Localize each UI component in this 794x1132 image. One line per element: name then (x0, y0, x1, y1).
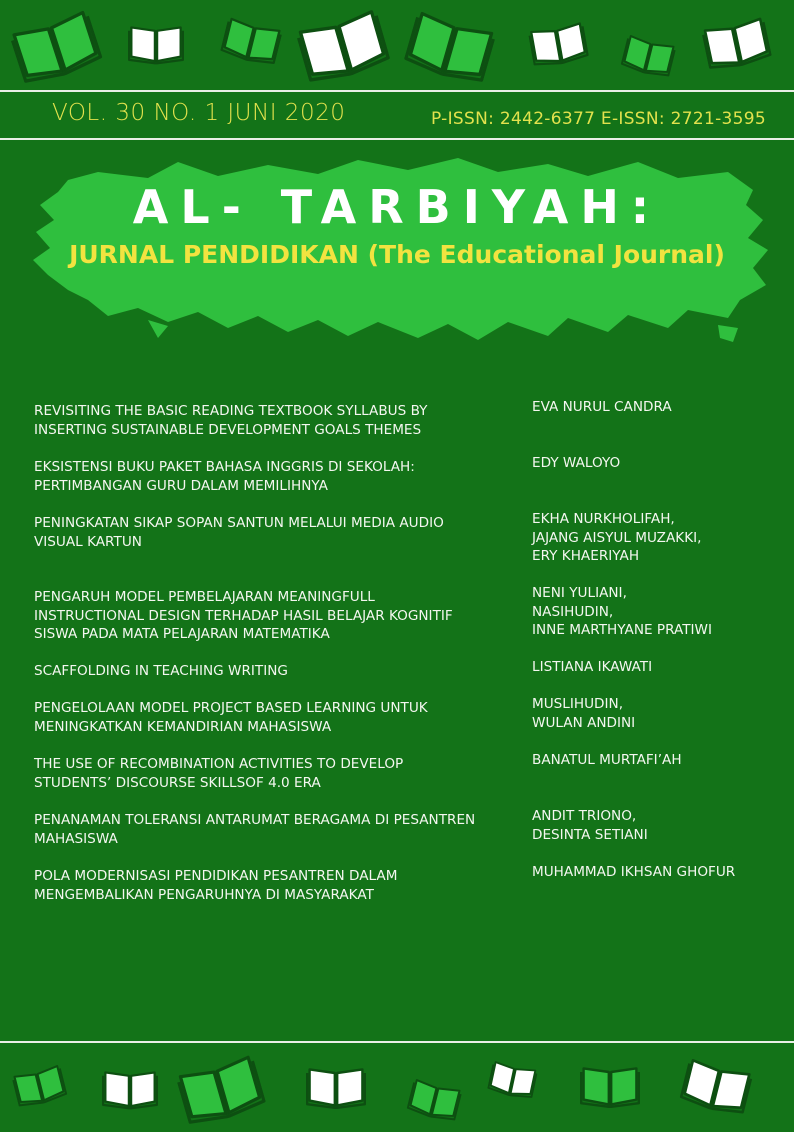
article-title: SCAFFOLDING IN TEACHING WRITING (34, 663, 288, 679)
open-book-icon (128, 16, 184, 68)
article-title: POLA MODERNISASI PENDIDIKAN PESANTREN DALAM MENGEMBALIKAN PENGARUHNYA DI MASYARAKAT (34, 868, 398, 903)
open-book-icon (699, 6, 774, 76)
open-book-icon (405, 1071, 464, 1126)
open-book-icon (9, 1057, 68, 1112)
bottom-divider (0, 1041, 794, 1043)
article-authors: NENI YULIANI, NASIHUDIN, INNE MARTHYANE PRATIWI (532, 585, 712, 638)
article-authors: EKHA NURKHOLIFAH, JAJANG AISYUL MUZAKKI, ERY KHAERIYAH (532, 511, 702, 564)
open-book-icon (306, 1058, 366, 1112)
open-book-icon (678, 1047, 757, 1121)
article-title: PENINGKATAN SIKAP SOPAN SANTUN MELALUI MEDIA AUDIO VISUAL KARTUN (34, 515, 444, 550)
article-authors: MUHAMMAD IKHSAN GHOFUR (532, 864, 736, 880)
article-title: EKSISTENSI BUKU PAKET BAHASA INGGRIS DI SEKOLAH: PERTIMBANGAN GURU DALAM MEMILIHNYA (34, 459, 415, 494)
volume-info: VOL. 30 NO. 1 JUNI 2020 (52, 100, 346, 126)
article-title: THE USE OF RECOMBINATION ACTIVITIES TO DEVELOP STUDENTS’ DISCOURSE SKILLSOF 4.0 ERA (34, 756, 404, 791)
open-book-icon (291, 0, 392, 90)
open-book-icon (102, 1060, 158, 1114)
article-authors: MUSLIHUDIN, WULAN ANDINI (532, 696, 636, 731)
article-authors: EVA NURUL CANDRA (532, 399, 672, 415)
open-book-icon (486, 1054, 539, 1103)
open-book-icon (580, 1056, 640, 1112)
article-authors: LISTIANA IKAWATI (532, 659, 653, 675)
open-book-icon (5, 0, 105, 91)
article-authors: ANDIT TRIONO, DESINTA SETIANI (532, 808, 648, 843)
article-authors: BANATUL MURTAFI’AH (532, 752, 682, 768)
journal-subtitle: JURNAL PENDIDIKAN (The Educational Journal) (69, 240, 725, 269)
article-authors: EDY WALOYO (532, 455, 621, 471)
article-title: PENANAMAN TOLERANSI ANTARUMAT BERAGAMA DI PESANTREN MAHASISWA (34, 812, 476, 847)
open-book-icon (619, 27, 678, 82)
open-book-icon (219, 8, 285, 70)
open-book-icon (402, 0, 501, 90)
article-title: PENGARUH MODEL PEMBELAJARAN MEANINGFULL INSTRUCTIONAL DESIGN TERHADAP HASIL BELAJAR KOGNITIF SISWA PADA MATA PELAJARAN MATEMATIKA (34, 589, 453, 642)
journal-title: AL- TARBIYAH: (132, 180, 662, 234)
top-divider (0, 90, 794, 92)
header-divider (0, 138, 794, 140)
issn-info: P-ISSN: 2442-6377 E-ISSN: 2721-3595 (430, 109, 766, 129)
article-title: REVISITING THE BASIC READING TEXTBOOK SYLLABUS BY INSERTING SUSTAINABLE DEVELOPMENT GOALS THEMES (34, 403, 428, 438)
open-book-icon (172, 1042, 268, 1131)
open-book-icon (526, 12, 590, 73)
article-title: PENGELOLAAN MODEL PROJECT BASED LEARNING UNTUK MENINGKATKAN KEMANDIRIAN MAHASISWA (34, 700, 428, 735)
